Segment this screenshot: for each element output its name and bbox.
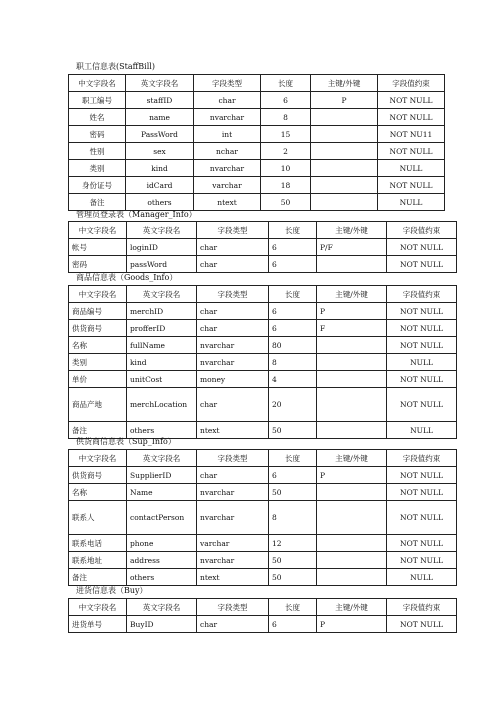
cell-type: money — [197, 371, 269, 388]
cell-constraint: NOT NULL — [387, 552, 457, 569]
cell-constraint: NOT NULL — [378, 92, 445, 109]
table-row — [69, 354, 457, 371]
cell-cn-name: 性别 — [69, 143, 126, 160]
cell-constraint: NULL — [378, 160, 445, 177]
cell-en-name: address — [127, 552, 197, 569]
header-key: 主键/外键 — [311, 75, 378, 92]
cell-length: 50 — [269, 422, 317, 439]
cell-constraint: NULL — [387, 569, 457, 586]
cell-type: char — [197, 388, 269, 422]
cell-constraint: NOT NULL — [387, 467, 457, 484]
cell-type: char — [197, 616, 269, 633]
cell-en-name: fullName — [127, 337, 197, 354]
cell-constraint: NOT NULL — [387, 320, 457, 337]
header-length: 长度 — [269, 222, 317, 239]
table-row — [69, 371, 457, 388]
section-title-goods-info: 商品信息表（Goods_Info） — [76, 273, 178, 282]
table-row — [69, 143, 445, 160]
table-row — [69, 484, 457, 501]
header-cn-name: 中文字段名 — [69, 450, 127, 467]
cell-type: nvarchar — [194, 109, 261, 126]
table-manager-info — [68, 221, 457, 273]
cell-cn-name: 联系地址 — [69, 552, 127, 569]
cell-key — [317, 535, 387, 552]
header-en-name: 英文字段名 — [127, 222, 197, 239]
cell-en-name: idCard — [126, 177, 194, 194]
cell-length: 6 — [269, 320, 317, 337]
header-type: 字段类型 — [197, 599, 269, 616]
cell-length: 6 — [269, 239, 317, 256]
table-goods-info — [68, 285, 457, 439]
cell-cn-name: 类别 — [69, 160, 126, 177]
cell-length: 50 — [261, 194, 311, 211]
cell-type: char — [197, 256, 269, 273]
cell-constraint: NOT NULL — [387, 256, 457, 273]
cell-length: 4 — [269, 371, 317, 388]
cell-length: 10 — [261, 160, 311, 177]
cell-type: nvarchar — [197, 354, 269, 371]
header-type: 字段类型 — [197, 222, 269, 239]
cell-cn-name: 类别 — [69, 354, 127, 371]
header-constraint: 字段值约束 — [387, 450, 457, 467]
cell-key: P — [317, 303, 387, 320]
cell-constraint: NULL — [387, 354, 457, 371]
cell-key — [317, 552, 387, 569]
cell-en-name: kind — [126, 160, 194, 177]
section-title-buy: 进货信息表（Buy） — [76, 586, 148, 595]
cell-type: nvarchar — [197, 552, 269, 569]
cell-en-name: BuyID — [127, 616, 197, 633]
cell-type: char — [197, 467, 269, 484]
header-cn-name: 中文字段名 — [69, 286, 127, 303]
cell-en-name: others — [127, 422, 197, 439]
header-constraint: 字段值约束 — [387, 599, 457, 616]
cell-en-name: others — [127, 569, 197, 586]
header-en-name: 英文字段名 — [127, 286, 197, 303]
header-type: 字段类型 — [197, 450, 269, 467]
cell-type: char — [194, 92, 261, 109]
table-row — [69, 126, 445, 143]
cell-en-name: staffID — [126, 92, 194, 109]
cell-length: 18 — [261, 177, 311, 194]
section-title-manager-info: 管理员登录表（Manager_Info） — [76, 210, 197, 219]
table-header-row — [69, 450, 457, 467]
cell-en-name: kind — [127, 354, 197, 371]
cell-length: 12 — [269, 535, 317, 552]
cell-en-name: others — [126, 194, 194, 211]
cell-length: 50 — [269, 552, 317, 569]
table-row — [69, 92, 445, 109]
cell-constraint: NULL — [378, 194, 445, 211]
cell-en-name: sex — [126, 143, 194, 160]
cell-key: F — [317, 320, 387, 337]
cell-type: nvarchar — [197, 501, 269, 535]
cell-length: 6 — [269, 616, 317, 633]
cell-en-name: loginID — [127, 239, 197, 256]
cell-type: nvarchar — [194, 160, 261, 177]
header-type: 字段类型 — [194, 75, 261, 92]
cell-cn-name: 联系人 — [69, 501, 127, 535]
cell-key: P — [317, 467, 387, 484]
cell-constraint: NOT NULL — [387, 303, 457, 320]
table-row — [69, 501, 457, 535]
cell-en-name: passWord — [127, 256, 197, 273]
table-row — [69, 320, 457, 337]
table-row — [69, 388, 457, 422]
cell-key — [317, 484, 387, 501]
cell-cn-name: 姓名 — [69, 109, 126, 126]
cell-key — [317, 569, 387, 586]
cell-key — [317, 501, 387, 535]
cell-length: 6 — [269, 256, 317, 273]
cell-key — [311, 143, 378, 160]
header-cn-name: 中文字段名 — [69, 222, 127, 239]
header-constraint: 字段值约束 — [387, 222, 457, 239]
table-staffbill — [68, 74, 445, 211]
cell-constraint: NOT NULL — [387, 484, 457, 501]
cell-key — [317, 388, 387, 422]
table-header-row — [69, 75, 445, 92]
cell-type: varchar — [194, 177, 261, 194]
cell-key — [311, 177, 378, 194]
cell-key: P — [311, 92, 378, 109]
table-sup-info — [68, 449, 457, 586]
cell-key — [311, 160, 378, 177]
cell-key: P — [317, 616, 387, 633]
header-constraint: 字段值约束 — [378, 75, 445, 92]
table-header-row — [69, 286, 457, 303]
cell-key — [317, 354, 387, 371]
cell-cn-name: 名称 — [69, 337, 127, 354]
cell-key — [317, 422, 387, 439]
section-title-sup-info: 供货商信息表（Sup_Info） — [76, 437, 176, 446]
cell-type: char — [197, 303, 269, 320]
cell-length: 8 — [261, 109, 311, 126]
header-en-name: 英文字段名 — [126, 75, 194, 92]
cell-length: 50 — [269, 569, 317, 586]
cell-en-name: merchID — [127, 303, 197, 320]
cell-type: ntext — [197, 569, 269, 586]
cell-constraint: NOT NULL — [387, 616, 457, 633]
header-constraint: 字段值约束 — [387, 286, 457, 303]
cell-en-name: name — [126, 109, 194, 126]
header-type: 字段类型 — [197, 286, 269, 303]
cell-constraint: NOT NULL — [387, 239, 457, 256]
cell-key — [317, 337, 387, 354]
cell-type: char — [197, 320, 269, 337]
header-key: 主键/外键 — [317, 222, 387, 239]
cell-cn-name: 备注 — [69, 569, 127, 586]
cell-length: 8 — [269, 501, 317, 535]
cell-constraint: NOT NULL — [387, 371, 457, 388]
cell-constraint: NOT NULL — [387, 501, 457, 535]
header-key: 主键/外键 — [317, 286, 387, 303]
table-row — [69, 109, 445, 126]
cell-cn-name: 职工编号 — [69, 92, 126, 109]
cell-type: ntext — [194, 194, 261, 211]
table-header-row — [69, 222, 457, 239]
cell-en-name: PassWord — [126, 126, 194, 143]
table-row — [69, 303, 457, 320]
header-en-name: 英文字段名 — [127, 599, 197, 616]
cell-cn-name: 联系电话 — [69, 535, 127, 552]
cell-key — [311, 194, 378, 211]
cell-en-name: merchLocation — [127, 388, 197, 422]
cell-length: 80 — [269, 337, 317, 354]
section-title-staffbill: 职工信息表(StaffBill) — [76, 62, 155, 71]
table-row — [69, 535, 457, 552]
header-length: 长度 — [269, 286, 317, 303]
table-row — [69, 256, 457, 273]
cell-cn-name: 密码 — [69, 256, 127, 273]
cell-cn-name: 备注 — [69, 422, 127, 439]
cell-cn-name: 密码 — [69, 126, 126, 143]
header-length: 长度 — [269, 450, 317, 467]
table-row — [69, 552, 457, 569]
table-row — [69, 337, 457, 354]
table-row — [69, 160, 445, 177]
cell-cn-name: 供货商号 — [69, 320, 127, 337]
cell-length: 2 — [261, 143, 311, 160]
table-row — [69, 194, 445, 211]
cell-cn-name: 帐号 — [69, 239, 127, 256]
header-length: 长度 — [269, 599, 317, 616]
header-length: 长度 — [261, 75, 311, 92]
cell-constraint: NOT NULL — [387, 337, 457, 354]
cell-en-name: unitCost — [127, 371, 197, 388]
cell-cn-name: 商品产地 — [69, 388, 127, 422]
table-buy — [68, 598, 457, 633]
table-row — [69, 177, 445, 194]
header-cn-name: 中文字段名 — [69, 599, 127, 616]
cell-length: 15 — [261, 126, 311, 143]
cell-en-name: phone — [127, 535, 197, 552]
cell-key — [317, 371, 387, 388]
cell-length: 20 — [269, 388, 317, 422]
cell-cn-name: 名称 — [69, 484, 127, 501]
cell-en-name: contactPerson — [127, 501, 197, 535]
cell-length: 6 — [261, 92, 311, 109]
header-en-name: 英文字段名 — [127, 450, 197, 467]
header-key: 主键/外键 — [317, 599, 387, 616]
cell-cn-name: 供货商号 — [69, 467, 127, 484]
table-row — [69, 616, 457, 633]
cell-length: 6 — [269, 303, 317, 320]
cell-en-name: profferID — [127, 320, 197, 337]
cell-en-name: SupplierID — [127, 467, 197, 484]
table-row — [69, 239, 457, 256]
header-cn-name: 中文字段名 — [69, 75, 126, 92]
cell-cn-name: 单价 — [69, 371, 127, 388]
cell-cn-name: 备注 — [69, 194, 126, 211]
cell-constraint: NULL — [387, 422, 457, 439]
cell-type: ntext — [197, 422, 269, 439]
table-row — [69, 467, 457, 484]
cell-constraint: NOT NULL — [378, 143, 445, 160]
cell-constraint: NOT NULL — [378, 109, 445, 126]
cell-key — [317, 256, 387, 273]
cell-key — [311, 126, 378, 143]
table-row — [69, 422, 457, 439]
cell-length: 6 — [269, 467, 317, 484]
cell-constraint: NOT NULL — [387, 388, 457, 422]
header-key: 主键/外键 — [317, 450, 387, 467]
cell-constraint: NOT NULL — [387, 535, 457, 552]
cell-length: 50 — [269, 484, 317, 501]
cell-type: varchar — [197, 535, 269, 552]
cell-cn-name: 进货单号 — [69, 616, 127, 633]
cell-key — [311, 109, 378, 126]
table-header-row — [69, 599, 457, 616]
cell-type: char — [197, 239, 269, 256]
cell-key: P/F — [317, 239, 387, 256]
cell-type: nvarchar — [197, 337, 269, 354]
cell-type: nvarchar — [197, 484, 269, 501]
cell-constraint: NOT NULL — [378, 177, 445, 194]
cell-type: nchar — [194, 143, 261, 160]
cell-cn-name: 身份证号 — [69, 177, 126, 194]
cell-en-name: Name — [127, 484, 197, 501]
cell-type: int — [194, 126, 261, 143]
cell-cn-name: 商品编号 — [69, 303, 127, 320]
cell-constraint: NOT NU11 — [378, 126, 445, 143]
cell-length: 8 — [269, 354, 317, 371]
table-row — [69, 569, 457, 586]
